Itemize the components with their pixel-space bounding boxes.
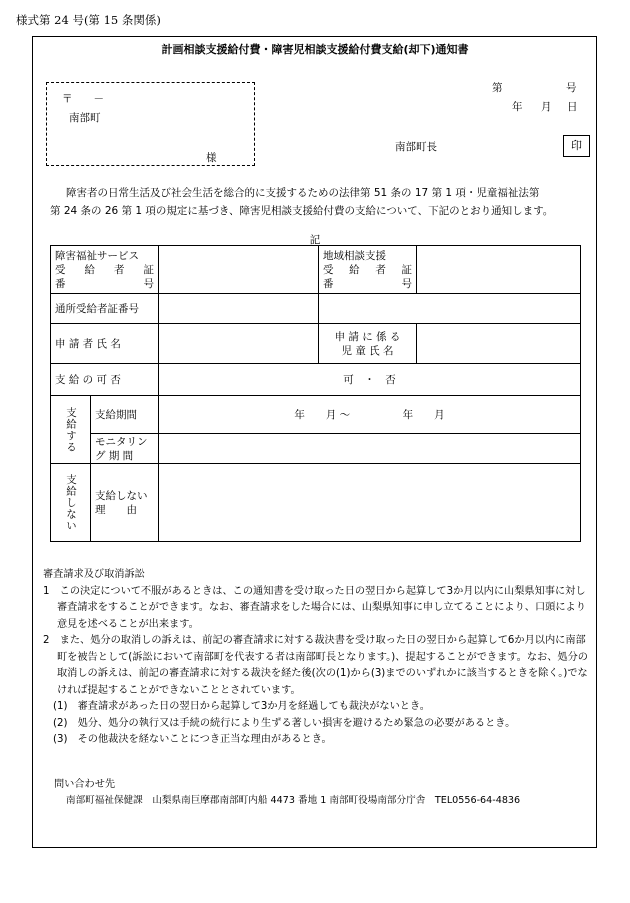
contact-line: 南部町福祉保健課 山梨県南巨摩郡南部町内船 4473 番地 1 南部町役場南部分庁舎 TEL0556-64-4836 xyxy=(66,795,521,806)
contact-heading: 問い合わせ先 xyxy=(54,779,116,790)
addressee-sama: 様 xyxy=(206,152,217,164)
intro-line-1: 障害者の日常生活及び社会生活を総合的に支援するための法律第 51 条の 17 第 1 項・児童福祉法第 xyxy=(66,187,540,199)
seal-mark: 印 xyxy=(563,135,590,157)
approval-value[interactable]: 可 ・ 否 xyxy=(159,364,581,396)
deny-reason-field[interactable] xyxy=(159,464,581,542)
applicant-name-field[interactable] xyxy=(159,324,319,364)
welfare-certificate-number-field[interactable] xyxy=(159,246,319,294)
form-label: 様式第 24 号(第 15 条関係) xyxy=(16,13,161,27)
date-month: 月 xyxy=(541,101,552,113)
postal-mark: 〒 － xyxy=(62,93,104,105)
doc-number-go: 号 xyxy=(566,82,577,94)
address-town: 南部町 xyxy=(69,112,101,124)
monitoring-period-label: モニタリン グ 期 間 xyxy=(91,434,159,464)
appeal-item-1: 1 この決定について不服があるときは、この通知書を受け取った日の翌日から起算して3か月以内に山梨県知事に対し審査請求をすることができます。なお、審査請求をした場合には、山梨県知事に申し立てることにより、口頭により意見を述べることが出来ます。 xyxy=(43,585,586,630)
child-name-field[interactable] xyxy=(417,324,581,364)
doc-number-dai: 第 xyxy=(492,82,503,94)
community-support-certificate-label: 地域相談支援 受 給 者 証 番 号 xyxy=(319,246,417,294)
applicant-name-label: 申 請 者 氏 名 xyxy=(51,324,159,364)
intro-line-2: 第 24 条の 26 第 1 項の規定に基づき、障害児相談支援給付費の支給について、下記のとおり通知します。 xyxy=(50,205,554,217)
row2-blank-cell xyxy=(319,294,581,324)
appeal-notes xyxy=(43,567,593,749)
day-service-certificate-label: 通所受給者証番号 xyxy=(51,294,159,324)
community-certificate-number-field[interactable] xyxy=(417,246,581,294)
table-row-monitoring xyxy=(51,434,581,464)
deny-reason-label: 支給しない 理 由 xyxy=(91,464,159,542)
monitoring-period-field[interactable] xyxy=(159,434,581,464)
appeal-sub-3: (3) その他裁決を経ないことにつき正当な理由があるとき。 xyxy=(53,734,332,745)
document-title: 計画相談支援給付費・障害児相談支援給付費支給(却下)通知書 xyxy=(161,43,469,56)
child-name-label: 申 請 に 係 る 児 童 氏 名 xyxy=(319,324,417,364)
welfare-service-certificate-label: 障害福祉サービス 受 給 者 証 番 号 xyxy=(51,246,159,294)
appeal-item-2: 2 また、処分の取消しの訴えは、前記の審査請求に対する裁決書を受け取った日の翌日から起算して6か月以内に南部町を被告として(訴訟において南部町を代表する者は南部町長となります。)、提起することができます。なお、処分の取消しの訴えは、前記の審査請求に対する裁決を経た後(次の(1)から(3)までのいずれかに該当するときを除く。)でなければ提起することができないこととされています。 xyxy=(43,635,588,696)
issuer-title: 南部町長 xyxy=(395,141,437,153)
appeal-sub-2: (2) 処分、処分の執行又は手続の続行により生ずる著しい損害を避けるため緊急の必要があるとき。 xyxy=(53,717,516,729)
day-service-certificate-number-field[interactable] xyxy=(159,294,319,324)
grant-period-label: 支給期間 xyxy=(91,396,159,434)
table-row-reason xyxy=(51,464,581,542)
appeal-heading: 審査請求及び取消訴訟 xyxy=(43,569,145,580)
table-row-approval xyxy=(51,364,581,396)
table-row-period xyxy=(51,396,581,434)
table-row-day-service xyxy=(51,294,581,324)
approval-label: 支 給 の 可 否 xyxy=(51,364,159,396)
table-row-certificate xyxy=(51,246,581,294)
deny-group-label: 支給しない xyxy=(51,464,91,542)
details-table xyxy=(50,245,581,542)
table-row-names xyxy=(51,324,581,364)
grant-group-label: 支給する xyxy=(51,396,91,464)
appeal-sub-1: (1) 審査請求があった日の翌日から起算して3か月を経過しても裁決がないとき。 xyxy=(53,701,430,712)
date-day: 日 xyxy=(567,101,578,113)
date-year: 年 xyxy=(512,101,523,113)
grant-period-value[interactable]: 年 月 ～ 年 月 xyxy=(159,396,581,434)
ki-heading: 記 xyxy=(309,234,321,246)
